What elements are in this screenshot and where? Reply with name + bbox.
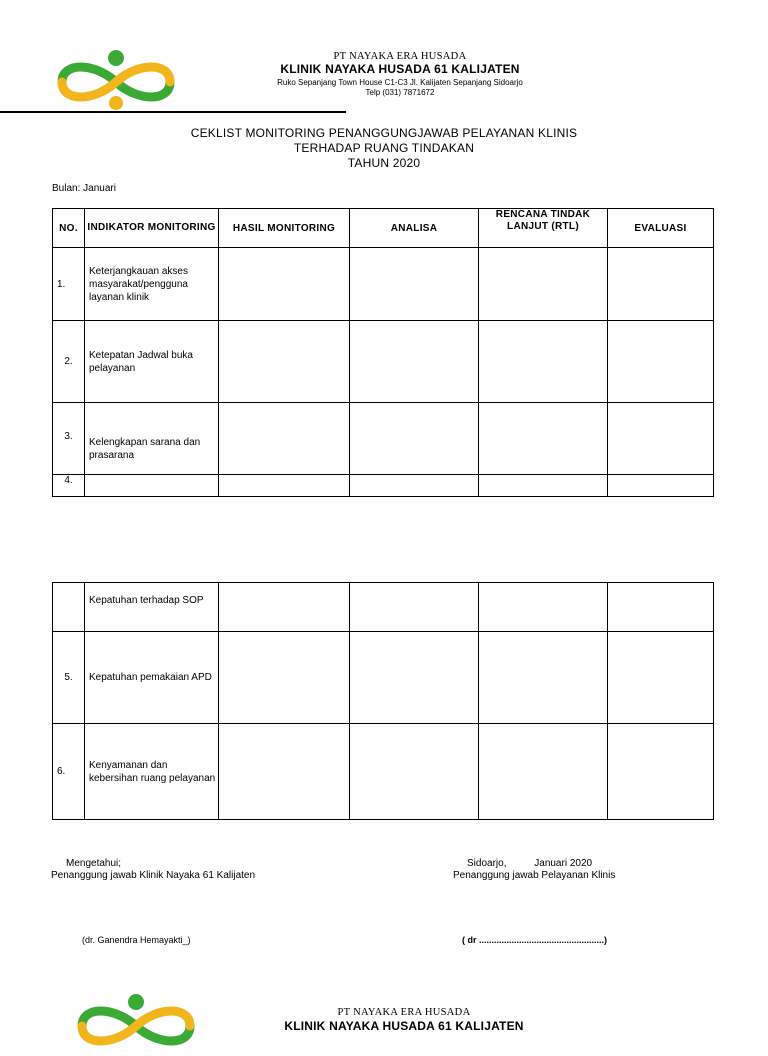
row-indikator: Kepatuhan pemakaian APD bbox=[85, 632, 219, 724]
cell-evaluasi[interactable] bbox=[608, 475, 714, 497]
logo-dot bbox=[108, 50, 124, 66]
cell-evaluasi[interactable] bbox=[608, 321, 714, 403]
row-no: 3. bbox=[53, 403, 85, 475]
table-row bbox=[53, 475, 714, 497]
sig-left-label: Mengetahui; bbox=[66, 858, 122, 869]
cell-hasil[interactable] bbox=[219, 475, 350, 497]
cell-evaluasi[interactable] bbox=[608, 248, 714, 321]
clinic-name-next-page: KLINIK NAYAKA HUSADA 61 KALIJATEN bbox=[284, 1019, 524, 1033]
cell-evaluasi[interactable] bbox=[608, 724, 714, 820]
cell-hasil[interactable] bbox=[219, 321, 350, 403]
clinic-name: KLINIK NAYAKA HUSADA 61 KALIJATEN bbox=[280, 62, 520, 76]
row-indikator: Ketepatan Jadwal buka pelayanan bbox=[85, 321, 219, 403]
cell-analisa[interactable] bbox=[350, 724, 479, 820]
header-divider bbox=[0, 111, 346, 113]
doc-title-line1: CEKLIST MONITORING PENANGGUNGJAWAB PELAYANAN KLINIS bbox=[190, 126, 578, 140]
cell-hasil[interactable] bbox=[219, 583, 350, 632]
row-no: 6. bbox=[53, 724, 85, 820]
header-no: NO. bbox=[53, 209, 85, 248]
cell-rtl[interactable] bbox=[479, 248, 608, 321]
sig-left-role: Penanggung jawab Klinik Nayaka 61 Kalijaten bbox=[51, 870, 256, 881]
cell-hasil[interactable] bbox=[219, 724, 350, 820]
clinic-logo bbox=[54, 48, 178, 112]
table-row bbox=[53, 583, 714, 632]
header-hasil: HASIL MONITORING bbox=[219, 209, 350, 248]
cell-evaluasi[interactable] bbox=[608, 632, 714, 724]
company-name: PT NAYAKA ERA HUSADA bbox=[333, 51, 467, 62]
cell-rtl[interactable] bbox=[479, 475, 608, 497]
cell-rtl[interactable] bbox=[479, 583, 608, 632]
cell-analisa[interactable] bbox=[350, 321, 479, 403]
header-evaluasi: EVALUASI bbox=[608, 209, 714, 248]
sig-left-name: (dr. Ganendra Hemayakti_) bbox=[82, 935, 191, 945]
cell-rtl[interactable] bbox=[479, 321, 608, 403]
clinic-address: Ruko Sepanjang Town House C1-C3 Jl. Kalijaten Sepanjang Sidoarjo bbox=[277, 78, 523, 87]
cell-evaluasi[interactable] bbox=[608, 403, 714, 475]
cell-analisa[interactable] bbox=[350, 632, 479, 724]
doc-title-line3: TAHUN 2020 bbox=[347, 156, 421, 170]
doc-title-line2: TERHADAP RUANG TINDAKAN bbox=[293, 141, 475, 155]
cell-evaluasi[interactable] bbox=[608, 583, 714, 632]
cell-rtl[interactable] bbox=[479, 724, 608, 820]
table-row bbox=[53, 321, 714, 403]
header-rtl: RENCANA TINDAK LANJUT (RTL) bbox=[479, 209, 608, 248]
clinic-logo-next-page bbox=[74, 992, 198, 1056]
row-no bbox=[53, 583, 85, 632]
monitoring-table-continued bbox=[52, 582, 714, 820]
cell-hasil[interactable] bbox=[219, 403, 350, 475]
row-no: 2. bbox=[53, 321, 85, 403]
row-no: 1. bbox=[53, 248, 85, 321]
sig-right-date: Sidoarjo, Januari 2020 bbox=[467, 858, 593, 869]
logo-dot-bottom bbox=[109, 96, 123, 110]
table-row bbox=[53, 632, 714, 724]
clinic-phone: Telp (031) 7871672 bbox=[365, 88, 435, 97]
cell-analisa[interactable] bbox=[350, 583, 479, 632]
row-indikator: Keterjangkauan akses masyarakat/pengguna layanan klinik bbox=[85, 248, 219, 321]
table-row bbox=[53, 403, 714, 475]
row-no: 4. bbox=[53, 475, 85, 497]
cell-analisa[interactable] bbox=[350, 248, 479, 321]
header-indikator: INDIKATOR MONITORING bbox=[85, 209, 219, 248]
row-indikator bbox=[85, 475, 219, 497]
table-header-row bbox=[53, 209, 714, 248]
header-analisa: ANALISA bbox=[350, 209, 479, 248]
cell-analisa[interactable] bbox=[350, 403, 479, 475]
table-row bbox=[53, 248, 714, 321]
table-row bbox=[53, 724, 714, 820]
cell-rtl[interactable] bbox=[479, 403, 608, 475]
month-label: Bulan: Januari bbox=[52, 183, 116, 194]
company-name-next-page: PT NAYAKA ERA HUSADA bbox=[337, 1007, 471, 1018]
row-indikator: Kepatuhan terhadap SOP bbox=[85, 583, 219, 632]
row-no: 5. bbox=[53, 632, 85, 724]
logo-dot bbox=[128, 994, 144, 1010]
cell-analisa[interactable] bbox=[350, 475, 479, 497]
row-indikator: Kelengkapan sarana dan prasarana bbox=[85, 403, 219, 475]
sig-right-name: ( dr ..................................................) bbox=[462, 935, 608, 945]
cell-rtl[interactable] bbox=[479, 632, 608, 724]
monitoring-table bbox=[52, 208, 714, 497]
sig-right-role: Penanggung jawab Pelayanan Klinis bbox=[453, 870, 616, 881]
cell-hasil[interactable] bbox=[219, 248, 350, 321]
row-indikator: Kenyamanan dan kebersihan ruang pelayanan bbox=[85, 724, 219, 820]
cell-hasil[interactable] bbox=[219, 632, 350, 724]
